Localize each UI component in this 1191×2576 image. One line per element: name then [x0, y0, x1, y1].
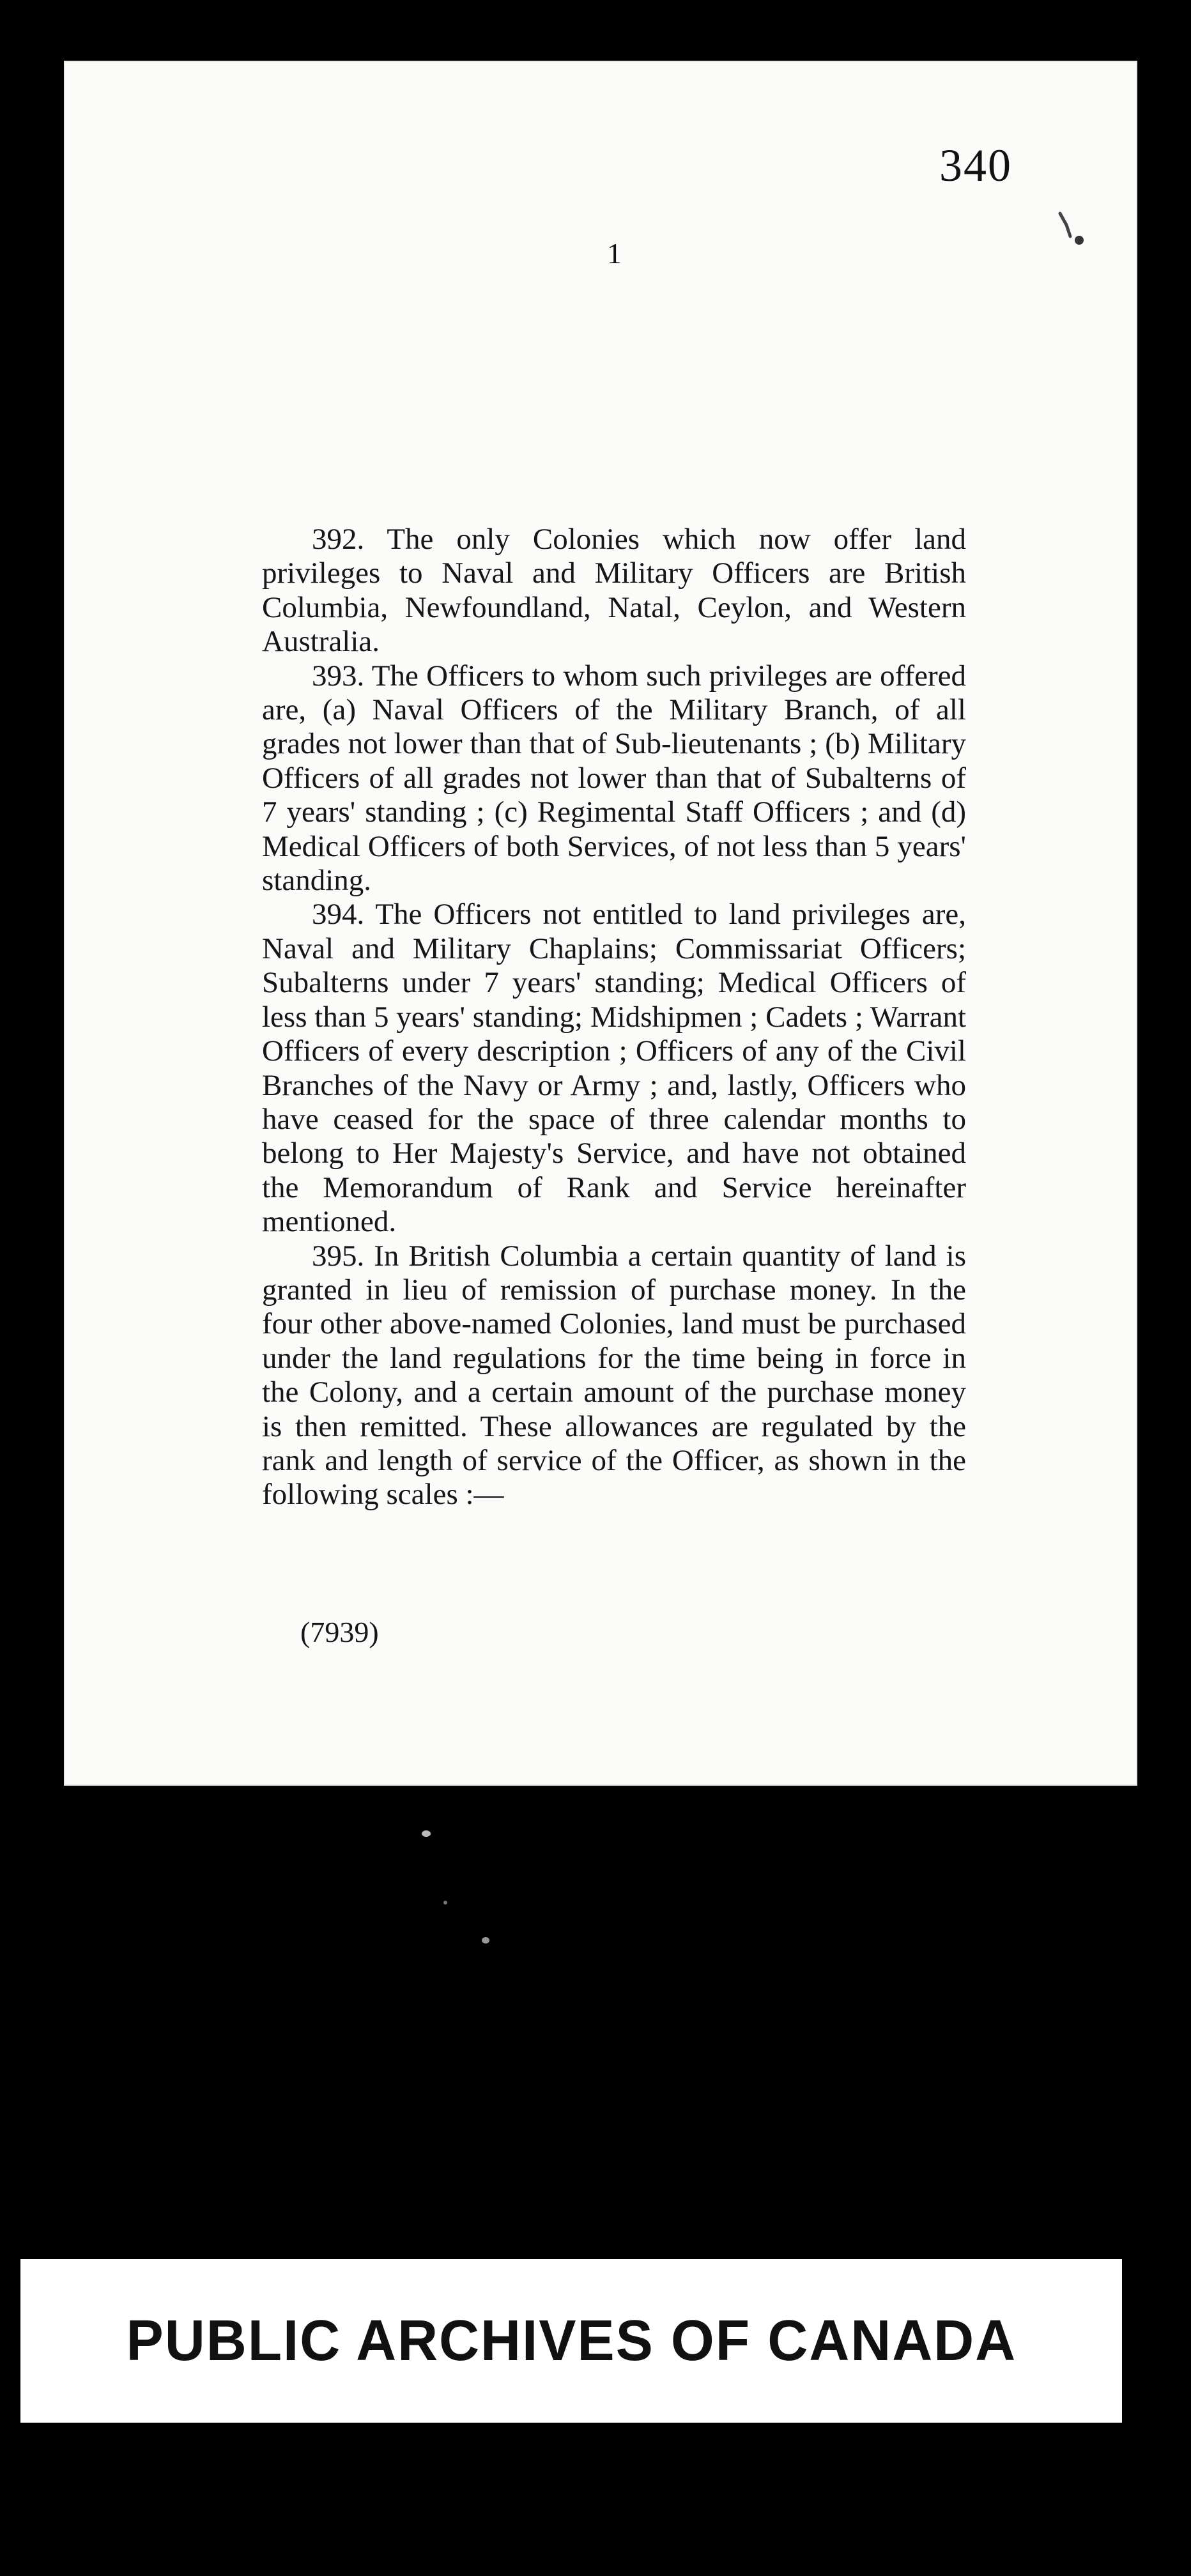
footer-code: (7939) [300, 1616, 379, 1648]
dust-speck [482, 1937, 489, 1943]
dust-speck [443, 1901, 447, 1905]
paragraph-395: 395. In British Columbia a certain quantity of land is granted in lieu of remission of purchase money. In the four other above-named Colonies, land must be purchased under the land regulations for the time being in force in the Colony, and a certain amount of the purchase money is then remitted. These allowances are regulated by the rank and length of service of the Officer, as shown in the following scales :— [262, 1239, 966, 1512]
paragraph-393: 393. The Officers to whom such privileges are offered are, (a) Naval Officers of the Military Branch, of all grades not lower than that of Sub-lieutenants ; (b) Military Officers of all grades not lower than that of Subalterns of 7 years' standing ; (c) Regimental Staff Officers ; and (d) Medical Officers of both Services, of not less than 5 years' standing. [262, 659, 966, 898]
archive-banner [20, 2259, 1122, 2423]
pencil-mark-icon [1057, 211, 1089, 249]
archive-stamp-number: 340 [939, 140, 1012, 191]
page-number: 1 [607, 237, 622, 270]
archive-banner-text: PUBLIC ARCHIVES OF CANADA [126, 2308, 1017, 2373]
paragraph-394: 394. The Officers not entitled to land privileges are, Naval and Military Chaplains; Commissariat Officers; Subalterns under 7 years' standing; Medical Officers of less than 5 years' standing; Midshipmen ; Cadets ; Warrant Officers of every description ; Officers of any of the Civil Branches of the Navy or Army ; and, lastly, Officers who have ceased for the space of three calendar months to belong to Her Majesty's Service, and have not obtained the Memorandum of Rank and Service hereinafter mentioned. [262, 898, 966, 1239]
dust-speck [422, 1830, 431, 1837]
paragraph-392: 392. The only Colonies which now offer land privileges to Naval and Military Officers are British Columbia, Newfoundland, Natal, Ceylon, and Western Australia. [262, 523, 966, 659]
body-text [262, 523, 966, 1512]
